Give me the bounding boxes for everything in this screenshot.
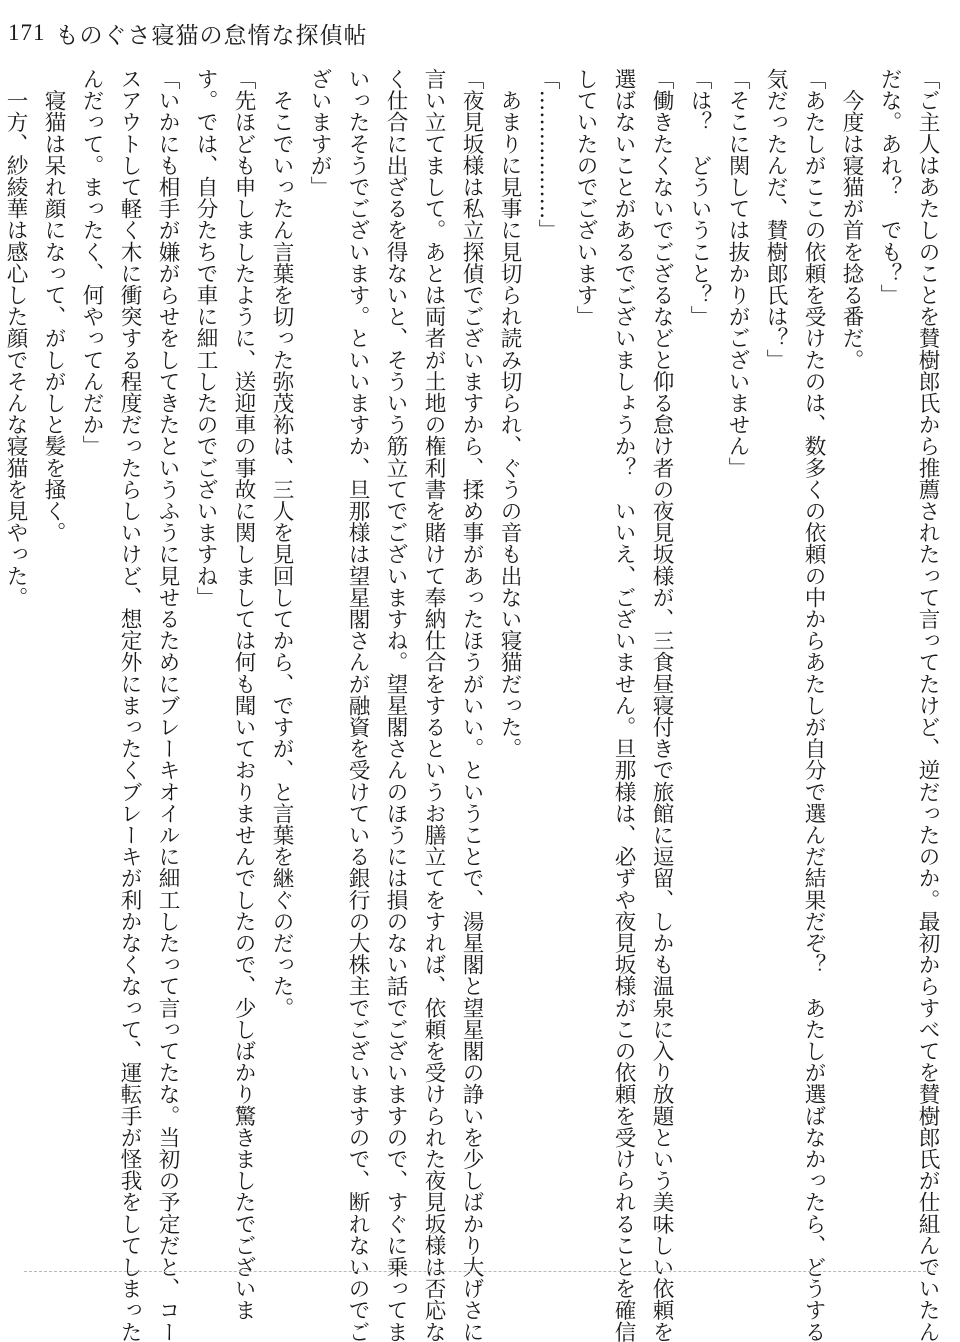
bottom-divider xyxy=(24,1271,936,1272)
text-line: 「夜見坂様は私立探偵でございますから、揉め事があったほうがいい。ということで、湯星閣と望星閣の諍いを少しばかり大げさに xyxy=(459,68,484,1342)
text-line: だな。あれ？ でも？」 xyxy=(877,68,902,306)
page-header xyxy=(8,16,368,50)
text-line: 「そこに関しては抜かりがございません」 xyxy=(725,68,750,479)
text-line: あまりに見事に見切られ読み切られ、ぐうの音も出ない寝猫だった。 xyxy=(497,68,522,760)
text-line: そこでいったん言葉を切った弥茂袮は、三人を見回してから、ですが、と言葉を継ぐのだった。 xyxy=(269,68,294,1019)
text-line: んだって。まったく、何やってんだか」 xyxy=(79,68,104,457)
text-line: 選ばないことがあるでございましょうか？ いいえ、ございません。旦那様は、必ずや夜見坂様がこの依頼を受けられることを確信 xyxy=(611,68,636,1342)
page-number: 171 xyxy=(8,20,46,45)
text-line: 言い立てまして。あとは両者が土地の権利書を賭けて奉納仕合をするというお膳立てをすれば、依頼を受けられた夜見坂様は否応な xyxy=(421,68,446,1342)
text-line: 「………………」 xyxy=(535,68,560,241)
text-line: 「先ほども申しましたように、送迎車の事故に関しましては何も聞いておりませんでしたので、少しばかり驚きましたでございま xyxy=(231,68,256,1321)
text-line: す。では、自分たちで車に細工したのでございますね」 xyxy=(193,68,218,608)
text-line: していたのでございます」 xyxy=(573,68,598,328)
text-line: 「いかにも相手が嫌がらせをしてきたというふうに見せるためにブレーキオイルに細工したって言ってたな。当初の予定だと、コー xyxy=(155,68,180,1342)
text-line: く仕合に出ざるを得ないと、そういう筋立てでございますね。望星閣さんのほうには損のない話でございますので、すぐに乗ってま xyxy=(383,68,408,1342)
text-line: 気だったんだ、賛樹郎氏は？」 xyxy=(763,68,788,371)
text-line: 今度は寝猫が首を捻る番だ。 xyxy=(839,68,864,371)
text-line: ざいますが」 xyxy=(307,68,332,198)
book-title: ものぐさ寝猫の怠惰な探偵帖 xyxy=(55,22,368,49)
text-line: 一方、紗綾華は感心した顔でそんな寝猫を見やった。 xyxy=(3,68,28,608)
vertical-body-text xyxy=(3,68,946,1342)
text-line: いったそうでございます。といいますか、旦那様は望星閣さんが融資を受けている銀行の大株主でございますので、断れないのでご xyxy=(345,68,370,1342)
text-line: 「ご主人はあたしのことを賛樹郎氏から推薦されたって言ってたけど、逆だったのか。最初からすべてを賛樹郎氏が仕組んでいたん xyxy=(915,68,940,1342)
text-line: 寝猫は呆れ顔になって、がしがしと髪を掻く。 xyxy=(41,68,66,544)
text-line: 「あたしがここの依頼を受けたのは、数多くの依頼の中からあたしが自分で選んだ結果だぞ？ あたしが選ばなかったら、どうする xyxy=(801,68,826,1342)
text-line: 「は？ どういうこと？」 xyxy=(687,68,712,328)
text-line: スアウトして軽く木に衝突する程度だったらしいけど、想定外にまったくブレーキが利かなくなって、運転手が怪我をしてしまった xyxy=(117,68,142,1342)
text-line: 「働きたくないでござるなどと仰る怠け者の夜見坂様が、三食昼寝付きで旅館に逗留、しかも温泉に入り放題という美味しい依頼を xyxy=(649,68,674,1342)
